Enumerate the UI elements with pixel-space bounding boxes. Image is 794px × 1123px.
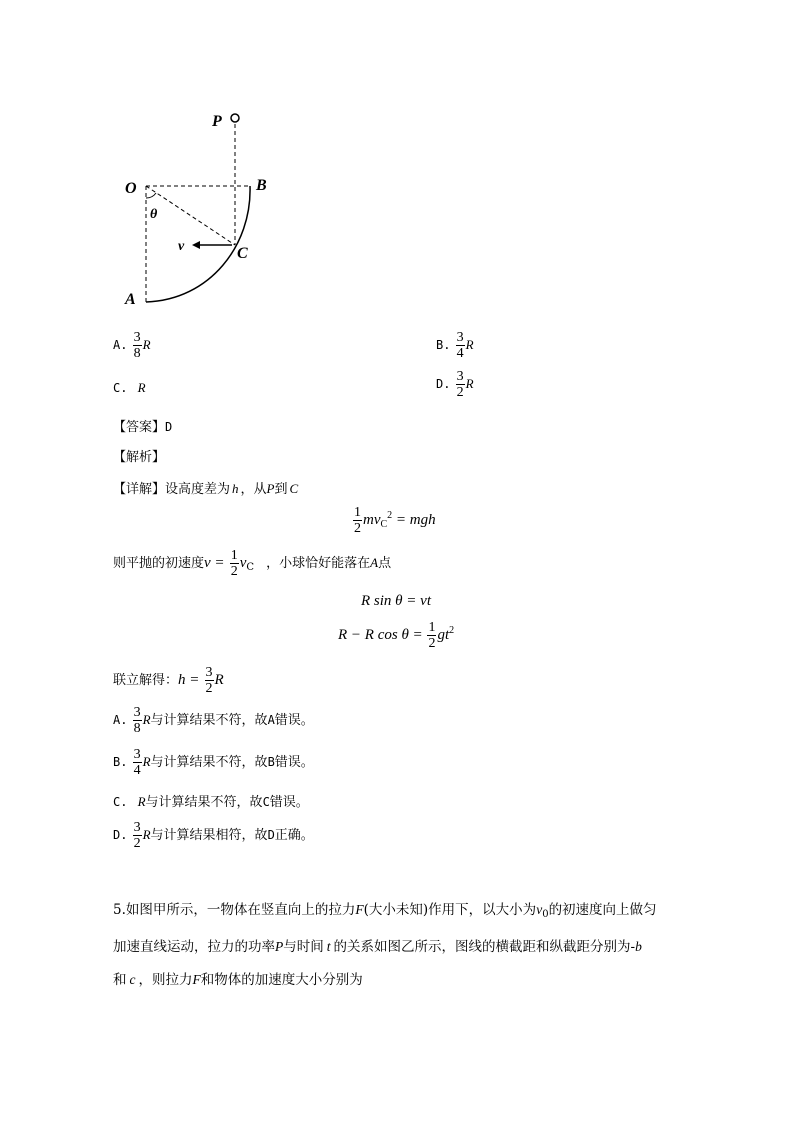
dashed-line-o-c — [146, 186, 235, 245]
solve-line — [113, 665, 224, 696]
explanation-b: B. $\frac{3}{4}$ R与计算结果不符，故B错误。 — [113, 747, 314, 778]
answer-value: D — [165, 420, 173, 434]
option-letter: C. — [113, 381, 128, 395]
option-letter: A. — [113, 338, 128, 352]
fraction: $\frac{3}{2}$ — [133, 820, 141, 851]
label-p: P — [212, 113, 222, 130]
explanation-d: D. $\frac{3}{2}$ R与计算结果相符，故D正确。 — [113, 820, 314, 851]
fraction: $\frac{3}{2}$ — [205, 665, 213, 696]
physics-diagram — [110, 105, 290, 315]
option-a[interactable] — [113, 330, 151, 361]
fraction: $\frac{1}{2}$ — [230, 548, 238, 579]
subscript: C — [246, 562, 255, 573]
equation-energy: $\frac{1}{2}$ $mv_C^2$ = mgh — [354, 505, 436, 536]
option-symbol: R — [465, 376, 474, 391]
label-v: v — [178, 239, 185, 254]
fraction: $\frac{1}{2}$ — [428, 620, 436, 651]
label-c: C — [237, 245, 248, 262]
fraction: $\frac{1}{2}$ — [354, 505, 361, 536]
equation-vertical: R − R cos θ = $\frac{1}{2}$ $gt^2$ — [338, 620, 455, 651]
detail-line — [113, 478, 298, 497]
option-letter: B. — [436, 338, 451, 352]
math-text: R — [214, 672, 224, 688]
velocity-line — [113, 548, 391, 579]
var-a: A — [370, 555, 379, 570]
explanation-a: A. $\frac{3}{8}$ R与计算结果不符，故A错误。 — [113, 705, 314, 736]
label-theta: θ — [150, 207, 158, 222]
option-d[interactable] — [436, 369, 474, 400]
math-text: v — [239, 555, 247, 571]
option-b[interactable] — [436, 330, 474, 361]
theta-angle-arc — [146, 193, 156, 198]
detail-text: 设高度差为 — [165, 482, 231, 497]
question-5-line-1: 5.如图甲所示，一物体在竖直向上的拉力F(大小未知)作用下，以大小为$v_0$的初速度向上做匀 — [113, 902, 657, 920]
text: 点 — [378, 556, 392, 571]
fraction: $\frac{3}{4}$ — [133, 747, 141, 778]
answer-label: 【答案】 — [113, 420, 166, 435]
explanation-c: C. R与计算结果不符，故C错误。 — [113, 794, 309, 810]
var-p: P — [266, 481, 275, 496]
question-5-line-2: 加速直线运动，拉力的功率P与时间 t 的关系如图乙所示，图线的横截距和纵截距分别为-b — [113, 939, 642, 955]
analysis-label: 【解析】 — [113, 450, 166, 465]
text: 则平抛的初速度 — [113, 556, 205, 571]
fraction: $\frac{3}{2}$ — [456, 369, 464, 400]
text: 联立解得： — [113, 673, 179, 688]
fraction: $\frac{3}{8}$ — [133, 705, 141, 736]
velocity-arrow-head — [192, 241, 200, 249]
option-symbol: R — [137, 380, 146, 395]
point-p-marker — [231, 114, 239, 122]
option-c[interactable] — [113, 380, 146, 396]
detail-label: 【详解】 — [113, 482, 166, 497]
equation-horizontal: R sin θ = vt — [361, 593, 431, 609]
label-b: B — [256, 177, 267, 194]
fraction: $\frac{3}{8}$ — [133, 330, 141, 361]
label-o: O — [125, 180, 137, 197]
label-a: A — [125, 291, 136, 308]
math-text: h = — [178, 672, 200, 688]
fraction: $\frac{3}{4}$ — [456, 330, 464, 361]
detail-text: ，从 — [240, 482, 267, 497]
option-symbol: R — [465, 337, 474, 352]
question-5-line-3: 和 c ，则拉力F和物体的加速度大小分别为 — [113, 972, 363, 988]
option-symbol: R — [142, 337, 151, 352]
answer-line — [113, 416, 172, 435]
math-text: v = — [204, 555, 225, 571]
var-h: h — [232, 481, 239, 496]
option-letter: D. — [436, 377, 451, 391]
var-c: C — [289, 481, 299, 496]
detail-text: 到 — [274, 482, 288, 497]
text: ，小球恰好能落在 — [266, 556, 371, 571]
